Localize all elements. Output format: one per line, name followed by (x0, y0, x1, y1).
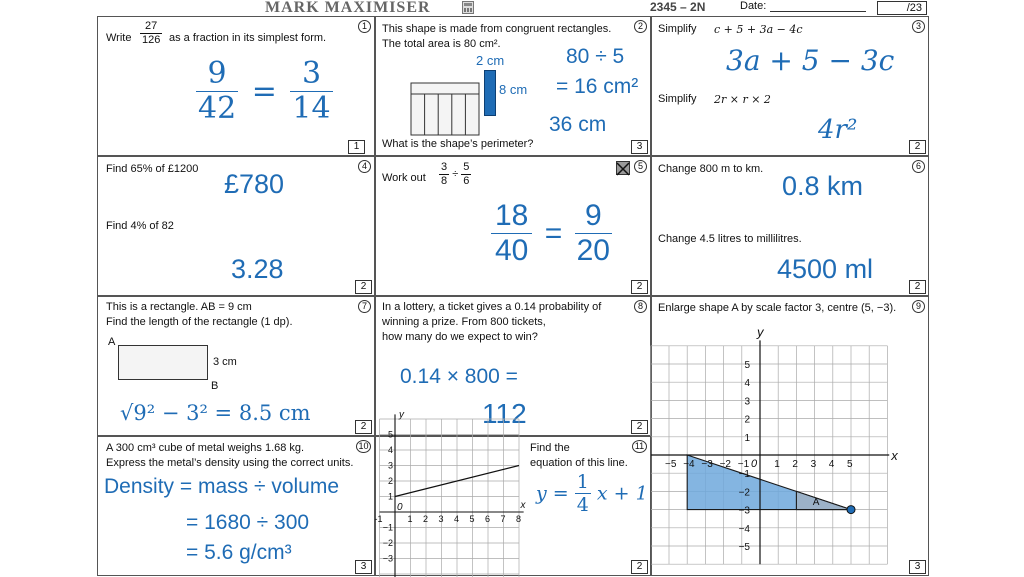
marks-box: 1 (348, 140, 365, 154)
q5-answer: $\frac{18}{40}$ = $\frac{9}{20}$ (491, 199, 612, 268)
q7-rectangle (118, 345, 208, 380)
q10-prompt-2: Express the metal’s density using the correct units. (106, 457, 354, 469)
origin-label: 0 (751, 458, 758, 470)
q1-prompt-b: as a fraction in its simplest form. (169, 32, 327, 44)
q5-expression: $\frac{3}{8}$ ÷ $\frac{5}{6}$ (441, 161, 470, 187)
q7-prompt-1: This is a rectangle. AB = 9 cm (106, 301, 252, 313)
sheet-code: 2345 – 2N (650, 0, 706, 14)
q7-side-label: 3 cm (213, 356, 237, 368)
marks-box: 2 (631, 560, 648, 574)
q2-prompt-2: The total area is 80 cm². (382, 38, 501, 50)
x-tick-label: 3 (438, 514, 444, 524)
y-tick-label: 4 (744, 378, 750, 390)
q1-given-fraction: $\frac{27}{126}$ (142, 20, 161, 46)
x-tick-label: 4 (454, 514, 460, 524)
q3-label-b: Simplify (658, 93, 697, 105)
marks-box: 2 (355, 420, 372, 434)
q4-prompt-a: Find 65% of £1200 (106, 163, 199, 175)
date-field[interactable] (770, 11, 866, 12)
marks-box: 2 (355, 280, 372, 294)
question-10 (97, 436, 375, 576)
question-8 (375, 296, 651, 436)
q3-label-a: Simplify (658, 23, 697, 35)
question-number: 6 (912, 160, 925, 173)
calculator-icon (462, 1, 474, 14)
q2-prompt-1: This shape is made from congruent rectangles. (382, 23, 612, 35)
y-axis-label: y (399, 409, 404, 421)
x-tick-label: -1 (374, 514, 383, 524)
question-5 (375, 156, 651, 296)
x-tick-label: 1 (407, 514, 413, 524)
q8-answer: 112 (482, 398, 527, 429)
marks-box: 2 (909, 280, 926, 294)
question-7 (97, 296, 375, 436)
q3-answer-b: 4r² (818, 115, 858, 145)
x-tick-label: 2 (792, 459, 798, 470)
q9-coordinate-grid (656, 324, 898, 569)
q2-work-1: 80 ÷ 5 (566, 45, 625, 68)
x-tick-label: 8 (516, 514, 522, 524)
q4-answer-a: £780 (224, 169, 285, 199)
y-tick-label: −3 (738, 505, 750, 517)
x-tick-label: 4 (828, 459, 835, 470)
marks-box: 2 (631, 280, 648, 294)
y-tick-label: −3 (382, 553, 393, 564)
y-tick-label: −1 (738, 469, 750, 481)
q3-expression-b: 2r × r × 2 (714, 93, 771, 106)
origin-label: 0 (397, 502, 403, 513)
y-tick-label: −4 (738, 523, 750, 535)
marks-box: 2 (909, 140, 926, 154)
x-tick-label: 5 (469, 514, 475, 524)
q2-height-label: 8 cm (499, 82, 528, 97)
y-tick-label: 2 (744, 414, 750, 426)
q9-shape-label: A (812, 497, 820, 509)
header (0, 0, 1024, 16)
q8-prompt-3: how many do we expect to win? (382, 331, 538, 343)
x-tick-label: −5 (665, 459, 677, 470)
marks-box: 3 (355, 560, 372, 574)
question-number: 8 (634, 300, 647, 313)
marks-box: 3 (909, 560, 926, 574)
q2-work-2: = 16 cm² (556, 75, 639, 98)
x-axis-label: x (891, 448, 898, 463)
q8-prompt-2: winning a prize. From 800 tickets, (382, 316, 546, 328)
marks-box: 2 (631, 420, 648, 434)
x-tick-label: 7 (500, 514, 506, 524)
y-tick-label: −5 (738, 542, 750, 553)
question-number: 3 (912, 20, 925, 33)
x-tick-label: −1 (737, 459, 750, 470)
q5-prompt: Work out (382, 172, 426, 184)
q10-line-2: = 1680 ÷ 300 (186, 511, 310, 534)
q8-prompt-1: In a lottery, a ticket gives a 0.14 probability of (382, 301, 602, 313)
question-number: 10 (356, 440, 371, 453)
marks-box: 3 (631, 140, 648, 154)
y-tick-label: 4 (387, 445, 393, 455)
question-4 (97, 156, 375, 296)
y-tick-label: 1 (744, 432, 750, 444)
question-6 (651, 156, 929, 296)
date-label: Date: (740, 0, 767, 12)
question-number: 9 (912, 300, 925, 313)
x-tick-label: 6 (485, 514, 491, 524)
x-tick-label: 1 (774, 459, 780, 470)
question-3 (651, 16, 929, 156)
question-number: 5 (634, 160, 647, 173)
q11-answer: y = $\frac{1}{4}$ x + 1 (536, 471, 648, 516)
x-tick-label: 5 (847, 459, 853, 470)
q1-answer: $\frac{9}{42}$ = $\frac{3}{14}$ (198, 56, 331, 126)
q7-prompt-2: Find the length of the rectangle (1 dp). (106, 316, 293, 328)
q9-shape-a (796, 491, 851, 509)
x-tick-label: −4 (683, 459, 695, 470)
y-tick-label: 3 (387, 460, 393, 471)
question-number: 2 (634, 20, 647, 33)
q2-single-rectangle (484, 70, 496, 116)
question-9 (651, 296, 929, 576)
q9-prompt: Enlarge shape A by scale factor 3, centre (5, −3). (658, 302, 897, 314)
y-tick-label: 3 (744, 396, 750, 408)
x-tick-label: 3 (810, 459, 817, 470)
question-1 (97, 16, 375, 156)
no-calculator-icon (616, 161, 630, 175)
q2-answer: 36 cm (549, 113, 607, 136)
q11-prompt-2: equation of this line. (530, 457, 628, 469)
y-tick-label: 1 (387, 491, 393, 502)
x-tick-label: −3 (701, 459, 713, 470)
question-number: 4 (358, 160, 371, 173)
q1-prompt-a: Write (106, 32, 132, 44)
x-tick-label: 2 (423, 514, 429, 524)
question-number: 11 (632, 440, 647, 453)
y-tick-label: −1 (382, 522, 393, 533)
q10-line-1: Density = mass ÷ volume (104, 475, 340, 498)
q7-label-a: A (108, 336, 116, 348)
q10-prompt-1: A 300 cm³ cube of metal weighs 1.68 kg. (106, 442, 305, 454)
q10-line-3: = 5.6 g/cm³ (186, 541, 292, 564)
q3-answer-a: 3a + 5 − 3c (726, 44, 895, 77)
q6-answer-b: 4500 ml (777, 254, 874, 284)
question-2 (375, 16, 651, 156)
y-tick-label: −2 (382, 538, 393, 548)
question-11 (374, 409, 651, 576)
question-number: 1 (358, 20, 371, 33)
x-tick-label: −2 (719, 459, 732, 470)
q9-centre-point (847, 506, 855, 514)
brand-title: MARK MAXIMISER (265, 0, 431, 16)
y-tick-label: −2 (738, 487, 750, 499)
q4-prompt-b: Find 4% of 82 (106, 220, 174, 232)
q3-expression-a: c + 5 + 3a − 4c (714, 23, 803, 36)
q11-prompt-1: Find the (530, 442, 570, 454)
y-tick-label: 5 (387, 429, 393, 440)
question-number: 7 (358, 300, 371, 313)
x-axis-label: x (520, 500, 526, 511)
q4-answer-b: 3.28 (231, 254, 284, 284)
y-tick-label: 2 (387, 476, 393, 486)
q6-prompt-a: Change 800 m to km. (658, 163, 764, 175)
q2-shape-diagram (410, 77, 490, 137)
q8-work: 0.14 × 800 = (400, 365, 518, 388)
q7-answer: √9² − 3² = 8.5 cm (120, 401, 311, 425)
total-score[interactable]: /23 (877, 1, 927, 15)
y-tick-label: 5 (744, 360, 750, 371)
q6-prompt-b: Change 4.5 litres to millilitres. (658, 233, 802, 245)
y-axis-label: y (757, 324, 764, 340)
q6-answer-a: 0.8 km (782, 171, 864, 201)
q7-label-b: B (211, 380, 219, 392)
q2-question: What is the shape’s perimeter? (382, 138, 534, 150)
q2-width-label: 2 cm (476, 53, 505, 68)
q11-coordinate-grid (374, 409, 528, 577)
